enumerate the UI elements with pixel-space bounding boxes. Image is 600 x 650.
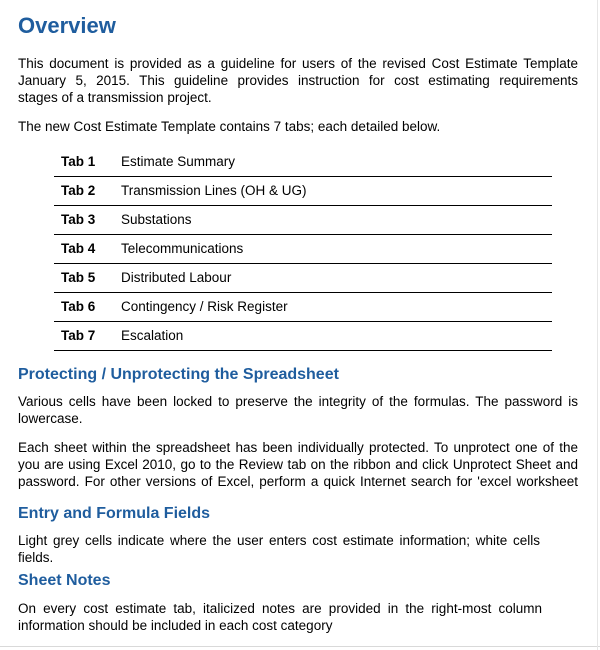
table-row [54,293,552,322]
tab-name: Distributed Labour [121,270,232,285]
table-row [54,148,552,177]
notes-paragraph [18,600,578,634]
intro-line: January 5, 2015. This guideline provides instruction for cost estimating requirements [18,73,578,88]
protecting-paragraph-2 [18,439,578,490]
notes-heading: Sheet Notes [18,572,111,589]
tab-id: Tab 5 [61,270,96,285]
protecting-paragraph-1 [18,393,578,427]
intro-line: stages of a transmission project. [18,90,212,105]
intro-paragraph [18,55,578,106]
protecting-line: Each sheet within the spreadsheet has been individually protected. To unprotect one of the [18,440,578,455]
tab-name: Escalation [121,328,184,343]
overview-heading: Overview [18,13,116,38]
table-row [54,177,552,206]
table-row [54,206,552,235]
protecting-line: lowercase. [18,411,83,426]
protecting-heading: Protecting / Unprotecting the Spreadsheet [18,366,339,383]
protecting-line: Various cells have been locked to preserve the integrity of the formulas. The password is [18,394,578,409]
tab-id: Tab 2 [61,183,96,198]
tabs-sentence-text: The new Cost Estimate Template contains 7 tabs; each detailed below. [18,119,441,134]
tabs-table [54,148,552,351]
entry-paragraph [18,532,578,566]
tab-name: Substations [121,212,192,227]
tab-id: Tab 1 [61,154,96,169]
protecting-line: you are using Excel 2010, go to the Review tab on the ribbon and click Unprotect Sheet and [18,457,578,472]
entry-line: fields. [18,550,54,565]
tabs-sentence [18,118,578,135]
tab-id: Tab 7 [61,328,96,343]
tab-name: Telecommunications [121,241,244,256]
tab-id: Tab 6 [61,299,96,314]
notes-line: On every cost estimate tab, italicized notes are provided in the right-most column [18,601,542,616]
table-row [54,322,552,351]
right-page-edge [597,0,598,650]
tab-name: Estimate Summary [121,154,236,169]
tab-id: Tab 4 [61,241,96,256]
tab-name: Contingency / Risk Register [121,299,288,314]
entry-line: Light grey cells indicate where the user enters cost estimate information; white cells [18,533,540,548]
entry-heading: Entry and Formula Fields [18,505,211,522]
protecting-line: password. For other versions of Excel, perform a quick Internet search for 'excel worksheet [18,474,578,489]
table-row [54,264,552,293]
intro-line: This document is provided as a guideline for users of the revised Cost Estimate Template [18,56,578,71]
tab-name: Transmission Lines (OH & UG) [121,183,307,198]
tab-id: Tab 3 [61,212,96,227]
notes-line: information should be included in each cost category [18,618,333,633]
table-row [54,235,552,264]
bottom-page-edge [0,646,600,647]
